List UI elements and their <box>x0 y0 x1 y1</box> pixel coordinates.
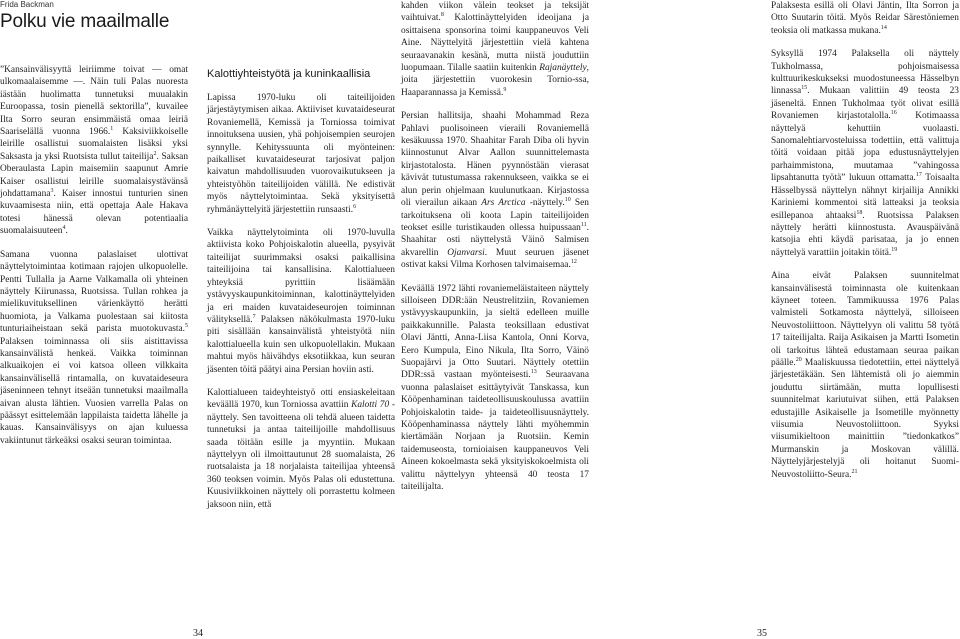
author-name: Frida Backman <box>0 0 54 9</box>
paragraph: Syksyllä 1974 Palaksella oli näyttely Tukholmassa, pohjoismaisessa kulttuurikeskukseksi muodostuneessa Hässelbyn linnassa$^{15}$. Mukaan valittiin 49 teosta 23 jäseneltä. Ennen Tukholmaa työt olivat esillä Rovaniemen kirjastotalolla.$^{16}$ Kotimaassa näyttelyä kehuttiin vuolaasti. Sanomalehtiarvosteluissa todettiin, että valittuja töitä voidaan pitää jopa edustusnäyttelyjen parhaimmistona, muutamaa ”vahingossa lipsahtanutta työtä” lukuun ottamatta.$^{17}$ Toisaalta Hässelbyssä näyttelyn nähnyt kirjailija Annikki Kariniemi kommentoi sitä latteaksi ja teoksia esillepanoa ahtaaksi$^{18}$. Ruotsissa Palaksen näyttely herätti kiinnostusta. Avauspäivänä katsojia ehti käydä parisataa, ja jo ennen näyttelyä varattiin joitakin töitä.$^{19}$ <box>771 49 959 258</box>
text-column-2 <box>207 92 395 510</box>
footnote-marker: 17 <box>915 172 922 179</box>
footnote-marker: 16 <box>890 110 897 117</box>
footnote-marker: 19 <box>891 246 898 253</box>
footnote-marker: 12 <box>570 259 577 265</box>
paragraph: Kalottialueen taideyhteistyö otti ensiaskeleitaan keväällä 1970, kun Torniossa avattiin Kalotti 70 -näyttely. Sen tavoitteena oli tehdä alueen taidetta tunnetuksi ja antaa taiteilijoille mahdollisuus saada töitään esille ja myyntiin. Mukaan näyttelyyn oli ilmoittautunut 28 suomalaista, 26 ruotsalaista ja 18 norjalaista taiteilijaa yhteensä 360 teoksen voimin. Myös Palas oli edustettuna. Kuusiviikkoinen näyttely oli porrastettu kolmeen jaksoon niin, että <box>207 387 395 510</box>
paragraph: Persian hallitsija, shaahi Mohammad Reza Pahlavi puolisoineen vieraili Rovaniemellä kesäkuussa 1970. Shaahitar Farah Diba oli hyvin kiinnostunut Alvar Aallon suunnittelemasta kirjastotalosta. Hänen pyynnöstään vierasat kävivät tutustumassa rakennukseen, vaikka se ei alun perin ohjelmaan kuulunutkaan. Kirjastossa oli vierailun aikaan Ars Arctica -näyttely.$^{10}$ Sen tarkoituksena oli koota Lapin taiteilijoiden teokset esille turistikauden ollessa huipussaan$^{11}$. Shaahitar osti näyttelystä Väinö Salmisen akvarellin Ojanvarsi. Muut seuruen jäsenet ostivat kaksi Vilma Korhosen talvimaisemaa.$^{12}$ <box>401 111 590 271</box>
footnote-marker: 14 <box>880 24 887 31</box>
paragraph: Vaikka näyttelytoiminta oli 1970-luvulla aktiivista koko Pohjoiskalotin alueella, pysyivät taiteilijat suurimmaksi osaksi paikallisina taiteilijoina tai kansallisina. Kalottialueen yhteyksiä pyrittiin lisäämään ystävyyskaupunkitoiminnan, kalottinäyttelyiden ja eri maiden kuvataideseurojen toiminnan välityksellä.$^7$ Palaksen näkökulmasta 1970-luku piti sisällään kansainvälistä yhteistyötä niin kalottialueella kuin sen ulkopuolellakin. Mukaan mahtui myös häivähdys eksotiikkaa, kun seuran jäsenten töitä päätyi aina Persian hoviin asti. <box>207 228 395 375</box>
footnote-marker: 10 <box>564 196 571 203</box>
text-column-4 <box>771 0 959 580</box>
paragraph: Palaksesta esillä oli Olavi Jäntin, Ilta Sorron ja Otto Suutarin töitä. Myös Reidar Särestöniemen teoksia oli matkassa mukana.$^{14}$ <box>771 1 959 36</box>
paragraph: Aina eivät Palaksen suunnitelmat kansainvälisestä toiminnasta ole kuitenkaan käyneet toteen. Tammikuussa 1976 Palas valmisteli Sotkamosta näyttelyä, silloiseen Neuvostoliittoon. Näyttelyyn oli valittu 58 työtä 17 taiteilijalta. Raija Asikaisen ja Martti Isometin oli tarkoitus lähteä edustamaan seuraa paikan päälle.$^{20}$ Maaliskuussa tiedotettiin, ettei näyttelyä järjestetäkään. Sen lähtemistä oli jo aiemmin jouduttu siirtämään, mutta lopullisesti suunnitelmat kariutuivat siihen, että Palaksen edustajille Asikaiselle ja Isometille myönnetty viisumia Neuvostoliittoon. Syyksi viisumikieltoon mainittiin ”tiedonkatkos” Murmanskin ja Moskovan välillä. Näyttelyjärjestelyjä oli hoitanut Suomi-Neuvostoliitto-Seura.$^{21}$ <box>771 271 959 480</box>
paragraph: Samana vuonna palaslaiset ulottivat näyttelytoimintaa kotimaan rajojen ulkopuolelle. Pentti Tullalla ja Aarne Valkamalla oli yhteinen näyttely Kiirunassa, Ruotsissa. Tullan rohkea ja mielikuvituksellinen värienkäyttö herätti huomiota, ja Valkama puolestaan sai kiitosta tunturiaiheistaan sekä parista muotokuvasta.$^5$ Palaksen toiminnassa oli siis aistittavissa kansainvälistä henkeä. Vaikka toiminnan alkuaikojen ei voi katsoa olleen vilkkaita kansainvälisellä rintamalla, on kuvataideseura jäseninneen tehnyt itseään tunnetuksi maailmalla aivan alusta lähtien. Vuosien varrella Palas on päässyt esittelemään lappilaista taidetta lähelle ja kauas. Kansainvälisyys on ajan kuluessa vakiintunut tärkeäksi osaksi seuran toimintaa. <box>0 249 188 446</box>
chapter-title: Polku vie maailmalle <box>0 11 170 32</box>
footnote-marker: 8 <box>440 12 444 19</box>
footnote-marker: 4 <box>62 225 66 232</box>
paragraph: ”Kansainvälisyyttä leiriimme toivat ― omat ulkomaalaisemme ―. Näin tuli Palas nuoresta iästään huolimatta tunnetuksi muualakin Euroopassa, tosin pienellä sektorilla”, kuvailee Ilta Sorro seuran ensimmäistä omaa leiriä Saariselällä vuonna 1966.$^1$ Kaksiviikkoiselle leirille osallistui suomalaisten lisäksi yksi Saksasta ja yksi Ruotsista tullut taiteilija$^2$. Saksan Oberaulasta Lapin maisemiin saapunut Amrie Kaiser osallistui leirille suomalaisystävänsä johdattamana$^3$. Kaiser innostui tunturien sinen kuvaamisesta niin, että opettaja Aale Hakava totesi hänessä olevan potentiaalia suomalaisuuteen$^4$. <box>0 65 189 237</box>
footnote-marker: 1 <box>110 125 114 132</box>
footnote-marker: 21 <box>851 468 858 475</box>
section-heading: Kalottiyhteistyötä ja kuninkaallisia <box>207 68 371 80</box>
footnote-marker: 5 <box>185 323 188 329</box>
footnote-marker: 13 <box>530 369 537 376</box>
footnote-marker: 2 <box>153 150 157 157</box>
footnote-marker: 18 <box>856 209 863 216</box>
text-column-3 <box>401 0 589 500</box>
footnote-marker: 11 <box>580 221 587 228</box>
footnote-marker: 20 <box>795 356 802 363</box>
page-number-right: 35 <box>757 628 767 639</box>
footnote-marker: 3 <box>50 187 54 194</box>
footnote-marker: 7 <box>252 313 256 320</box>
paragraph: Keväällä 1972 lähti rovaniemeläistaiteen näyttely silloiseen DDR:ään Neustrelitziin, Rovaniemen ystävyyskaupunkiin, ja sieltä edelleen muille paikkakunnille. Palasta teoksillaan edustivat Olavi Jäntti, Anna-Liisa Kantola, Onni Korva, Eero Kumpula, Eino Nikula, Ilta Sorro, Väinö Suopajärvi ja Otto Suutari. Näyttely otettiin DDR:ssä vastaan myönteisesti.$^{13}$ Seuraavana vuonna palaslaiset esittäytyivät Tanskassa, kun Kööpenhaminan taideteollisuuskoulussa avattiin Pohjoiskalotin taide- ja taideteollisuusnäyttely. Kööpenhaminassa näyttely lähti myöhemmin kiertämään Norjaan ja Ruotsiin. Kemin taidemuseosta, tornioiaisen kauppaneuvos Veli Aineen kokoelmasta sekä yksityiskokoelmista oli valittu näyttelyyn yhteensä 40 teosta 17 taiteilijalta. <box>401 283 589 493</box>
paragraph: Lapissa 1970-luku oli taiteilijoiden järjestäytymisen aikaa. Aktiiviset kuvataideseurat Rovaniemellä, Kemissä ja Torniossa toimivat innoituksena uusien, yhä pohjoisempien seurojen synnylle. Kehityssuunta oli myönteinen: paikalliset kuvataideseurat tarjosivat paljon kaivatun mahdollisuuden vuorovaikutukseen ja yhteistyöhön taiteilijoiden välillä. Ne edistivät myös näyttelytoimintaa. Sekä yksityisettä ryhmänäyttelyitä järjestettiin runsaasti.$^6$ <box>207 93 395 215</box>
page-number-left: 34 <box>193 628 203 639</box>
paragraph: kahden viikon välein teokset ja teksijät vaihtuivat.$^8$ Kalottinäyttelyiden ideoijana ja osittaisena sponsorina toimi kauppaneuvos Veli Aine. Näyttelyitä järjestettiin vielä kahtena seuraavanakin kesänä, mutta niistä jouduttiin luopumaan. Tilalle saatiin kuitenkin Rajanäyttely, joita järjestettiin vuorokesin Tornio-ssa, Haaparannassa ja Kemissä.$^9$ <box>401 1 589 98</box>
footnote-marker: 9 <box>503 86 507 93</box>
text-column-1 <box>0 64 188 524</box>
footnote-marker: 15 <box>801 85 808 92</box>
footnote-marker: 6 <box>353 203 357 210</box>
